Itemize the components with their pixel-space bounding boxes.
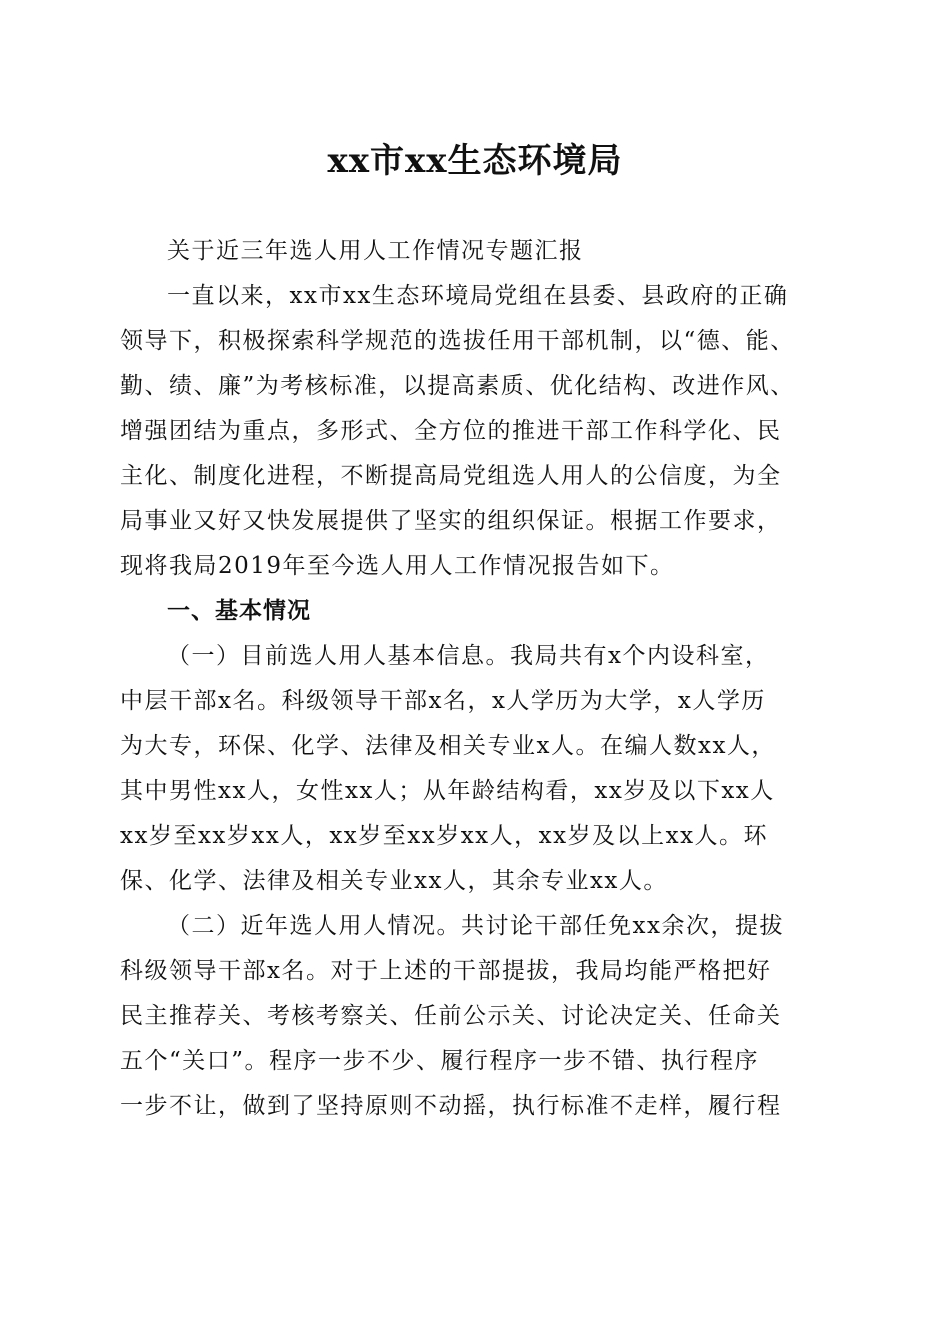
paragraph-line: 增强团结为重点，多形式、全方位的推进干部工作科学化、民: [120, 418, 782, 444]
paragraph-line: 民主推荐关、考核考察关、任前公示关、讨论决定关、任命关: [120, 1003, 782, 1029]
paragraph-line: 保、化学、法律及相关专业xx人，其余专业xx人。: [120, 868, 668, 894]
document-body: [120, 229, 832, 1129]
section-heading: 一、基本情况: [167, 598, 311, 624]
paragraph-line: xx岁至xx岁xx人，xx岁至xx岁xx人，xx岁及以上xx人。环: [120, 823, 769, 849]
paragraph-line: （二）近年选人用人情况。共讨论干部任免xx余次，提拔: [167, 913, 784, 939]
paragraph-line: 科级领导干部x名。对于上述的干部提拔，我局均能严格把好: [120, 958, 772, 984]
paragraph-line: 一步不让，做到了坚持原则不动摇，执行标准不走样，履行程: [120, 1093, 782, 1119]
paragraph-line: 关于近三年选人用人工作情况专题汇报: [167, 238, 584, 264]
paragraph-line: 为大专，环保、化学、法律及相关专业x人。在编人数xx人，: [120, 733, 776, 759]
paragraph-line: 局事业又好又快发展提供了坚实的组织保证。根据工作要求，: [120, 508, 782, 534]
paragraph-line: 中层干部x名。科级领导干部x名，x人学历为大学，x人学历: [120, 688, 766, 714]
paragraph-line: 现将我局2019年至今选人用人工作情况报告如下。: [120, 553, 675, 579]
paragraph-line: （一）目前选人用人基本信息。我局共有x个内设科室，: [167, 643, 770, 669]
paragraph-line: 一直以来，xx市xx生态环境局党组在县委、县政府的正确: [167, 283, 789, 309]
paragraph-line: 勤、绩、廉”为考核标准，以提高素质、优化结构、改进作风、: [120, 373, 795, 399]
paragraph-line: 主化、制度化进程，不断提高局党组选人用人的公信度，为全: [120, 463, 782, 489]
paragraph-line: 领导下，积极探索科学规范的选拔任用干部机制，以“德、能、: [120, 328, 795, 354]
document-title: xx市xx生态环境局: [327, 141, 623, 181]
paragraph-line: 其中男性xx人，女性xx人；从年龄结构看，xx岁及以下xx人: [120, 778, 775, 804]
paragraph-line: 五个“关口”。程序一步不少、履行程序一步不错、执行程序: [120, 1048, 760, 1074]
